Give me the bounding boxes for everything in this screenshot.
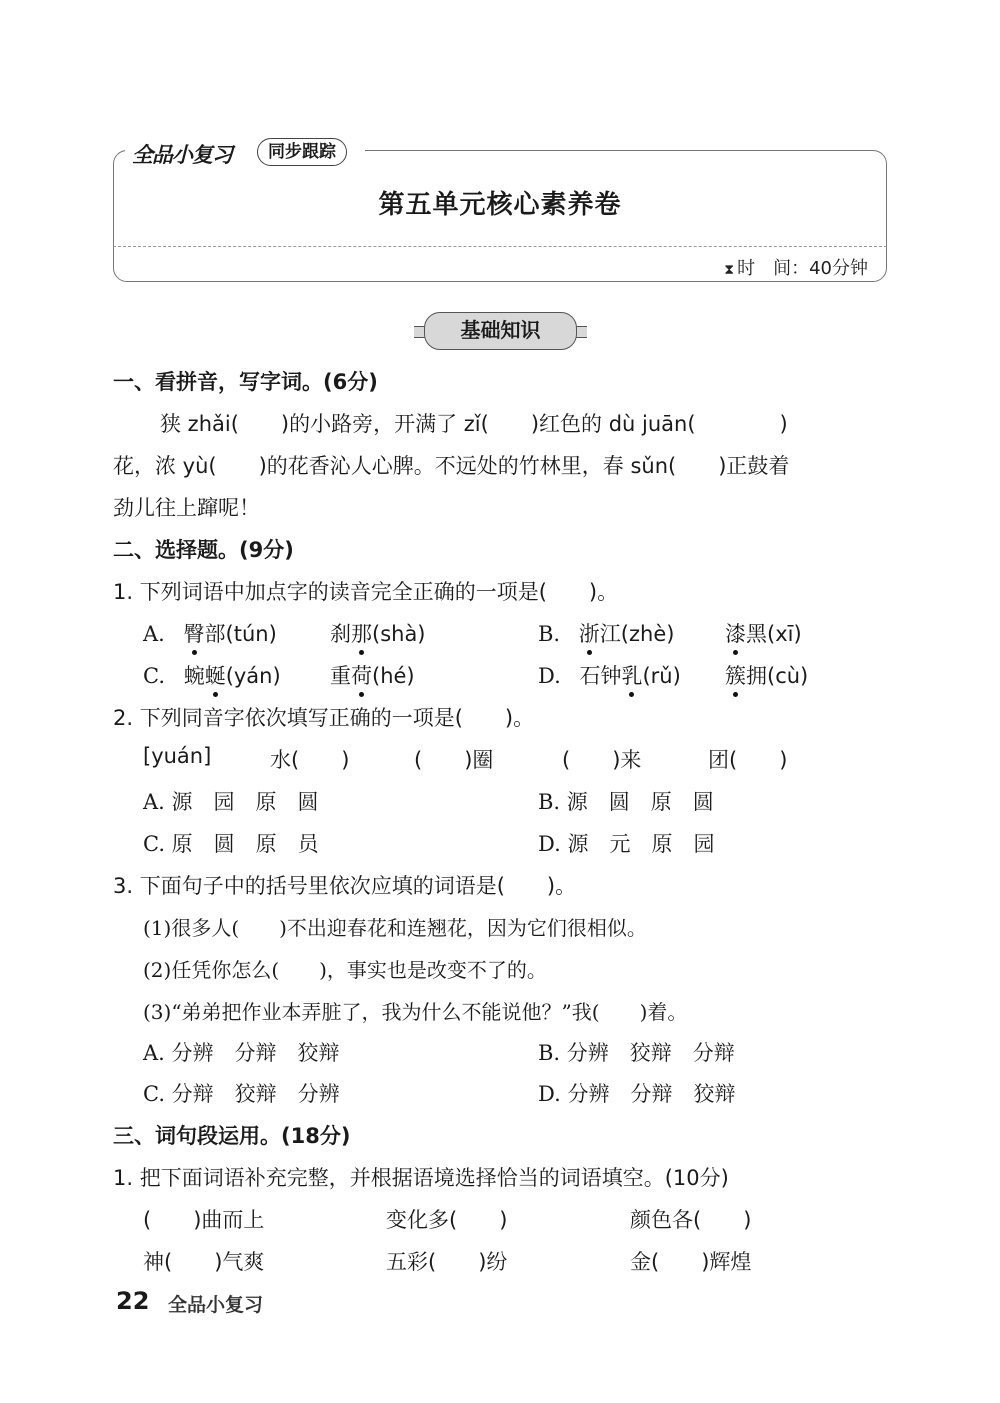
q1-heading: 一、看拼音，写字词。(6分) (113, 370, 378, 394)
q1-line-3: 劲儿往上蹿呢！ (113, 496, 260, 520)
q2-item3-option-a: A. 分辨 分辩 狡辩 (143, 1041, 340, 1065)
q2-item3-sentence-1: (1)很多人( )不出迎春花和连翘花，因为它们很相似。 (143, 916, 647, 940)
word-part: (rǔ) (642, 664, 681, 688)
option-letter: C. (143, 664, 165, 688)
q2-item2-blank-3: ( )来 (562, 748, 642, 772)
q2-item1-stem: 1. 下列词语中加点字的读音完全正确的一项是( )。 (113, 580, 619, 604)
q2-item2-blank-4: 团( ) (708, 748, 788, 772)
q2-item2-pinyin: [yuán] (143, 744, 212, 768)
q1-line-1: 狭 zhǎi( )的小路旁，开满了 zǐ( )红色的 dù juān( ) (160, 412, 788, 436)
q2-item3-option-d: D. 分辨 分辩 狡辩 (538, 1082, 736, 1106)
time-row (724, 254, 868, 280)
section-banner: 基础知识 (424, 312, 577, 350)
word-part: (shà) (372, 622, 426, 646)
dotted-char: 臀 (183, 622, 205, 646)
q2-item3-option-c: C. 分辩 狡辩 分辨 (143, 1082, 340, 1106)
q2-heading: 二、选择题。(9分) (113, 538, 294, 562)
word-part: 部(tún) (204, 622, 277, 646)
q2-item1-option-d (538, 660, 681, 690)
dotted-char: 那 (351, 622, 372, 646)
q2-item1-option-b (538, 618, 674, 648)
option-letter: B. (538, 622, 561, 646)
time-label: 时 间： (737, 258, 810, 279)
word-part: 刹 (330, 622, 351, 646)
option-letter: A. (143, 622, 165, 646)
idiom-blank: 五彩( )纷 (386, 1250, 508, 1274)
q2-item1-option-d-word2 (725, 660, 808, 690)
q2-item3-option-b: B. 分辨 狡辩 分辩 (538, 1041, 735, 1065)
word-part: (hé) (372, 664, 415, 688)
q2-item2-stem: 2. 下列同音字依次填写正确的一项是( )。 (113, 706, 535, 730)
brand-tag: 同步跟踪 (257, 138, 347, 166)
time-value: 40分钟 (809, 258, 868, 279)
q2-item1-option-c (143, 660, 281, 690)
q2-item2-option-d: D. 源 元 原 园 (538, 832, 715, 856)
word-part: 拥(cù) (746, 664, 809, 688)
q3-item1-stem: 1. 把下面词语补充完整，并根据语境选择恰当的词语填空。(10分) (113, 1166, 729, 1190)
dotted-char: 漆 (725, 622, 746, 646)
word-part: 石钟 (579, 664, 622, 688)
word-part: 蜿 (183, 664, 205, 688)
option-letter: D. (538, 664, 561, 688)
q2-item2-option-a: A. 源 园 原 圆 (143, 790, 319, 814)
q1-line-2: 花，浓 yù( )的花香沁人心脾。不远处的竹林里，春 sǔn( )正鼓着 (113, 454, 790, 478)
dotted-char: 簇 (725, 664, 746, 688)
brand-logo: 全品小复习 (132, 143, 232, 167)
word-part: 江(zhè) (599, 622, 675, 646)
header-divider (113, 246, 887, 247)
q2-item3-sentence-3: (3)“弟弟把作业本弄脏了，我为什么不能说他？”我( )着。 (143, 1000, 688, 1024)
dotted-char: 荷 (351, 664, 372, 688)
q2-item1-option-a (143, 618, 277, 648)
q2-item1-option-a-word2 (330, 618, 426, 648)
idiom-blank: 颜色各( ) (630, 1208, 752, 1232)
hourglass-icon: ⧗ (724, 262, 735, 278)
word-part: (yán) (225, 664, 281, 688)
q2-item3-sentence-2: (2)任凭你怎么( )，事实也是改变不了的。 (143, 958, 547, 982)
word-part: 黑(xī) (746, 622, 802, 646)
q2-item3-stem: 3. 下面句子中的括号里依次应填的词语是( )。 (113, 874, 577, 898)
dotted-char: 乳 (621, 664, 643, 688)
page-title: 第五单元核心素养卷 (378, 190, 622, 220)
q3-heading: 三、词句段运用。(18分) (113, 1124, 351, 1148)
q2-item2-blank-2: ( )圈 (414, 748, 494, 772)
dotted-char: 蜒 (204, 664, 226, 688)
q2-item2-blank-1: 水( ) (270, 748, 350, 772)
q2-item1-option-c-word2 (330, 660, 415, 690)
idiom-blank: 神( )气爽 (143, 1250, 265, 1274)
page-number: 22 (116, 1287, 150, 1315)
idiom-blank: ( )曲而上 (143, 1208, 265, 1232)
dotted-char: 浙 (578, 622, 600, 646)
q2-item1-option-b-word2 (725, 618, 802, 648)
footer-brand: 全品小复习 (168, 1294, 264, 1316)
q2-item2-option-c: C. 原 圆 原 员 (143, 832, 319, 856)
q2-item2-option-b: B. 源 圆 原 圆 (538, 790, 714, 814)
idiom-blank: 变化多( ) (386, 1208, 508, 1232)
idiom-blank: 金( )辉煌 (630, 1250, 752, 1274)
word-part: 重 (330, 664, 351, 688)
